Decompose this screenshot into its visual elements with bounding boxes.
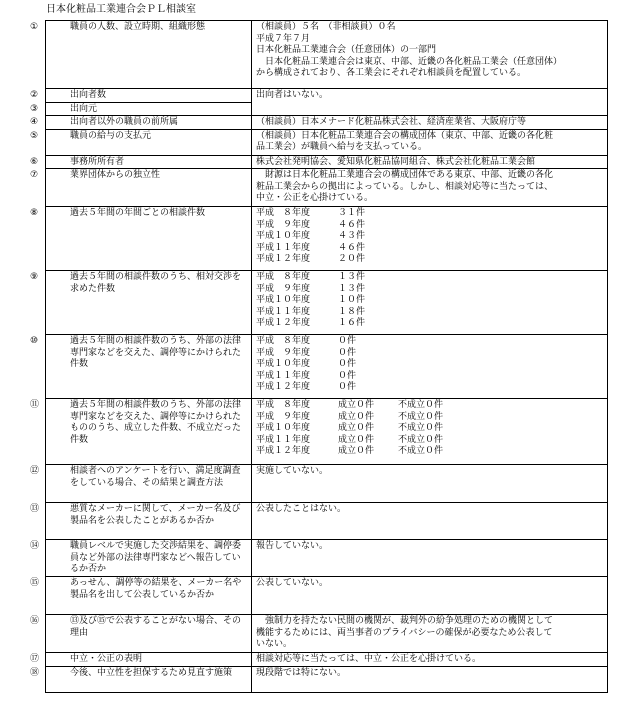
fiscal-year: 平成 ８年度 <box>256 208 311 218</box>
table-row <box>46 465 608 503</box>
item-label: 相談者へのアンケートを行い、満足度調査をしている場合、その結果と調査方法 <box>70 466 241 488</box>
item-label: ⑬及び⑮で公表することがない場合、その理由 <box>70 616 242 638</box>
fiscal-year: 平成 ８年度 <box>256 272 311 282</box>
table-row <box>46 116 608 130</box>
fiscal-year: 平成 ８年度 <box>256 336 311 346</box>
value-line: 日本化粧品工業連合会（任意団体）の一部門 <box>256 45 437 55</box>
item-cell <box>30 577 252 615</box>
fiscal-year: 平成１１年度 <box>256 434 311 445</box>
value-line: から構成されており、各工業会にそれぞれ相談員を配置している。 <box>256 68 527 78</box>
fiscal-year: 平成１１年度 <box>256 370 311 381</box>
case-count: ４６件 <box>338 242 366 253</box>
value-cell <box>252 169 608 207</box>
item-cell <box>30 102 252 116</box>
item-number: ⑥ <box>30 156 39 167</box>
case-count: １０件 <box>338 295 366 305</box>
case-count: １３件 <box>338 272 366 282</box>
case-count: ０件 <box>338 359 357 369</box>
settled-count: 成立０件 <box>338 423 375 433</box>
item-number: ② <box>30 90 39 100</box>
item-number: ⑦ <box>30 170 39 180</box>
value-cell <box>252 577 608 615</box>
value-cell <box>252 615 608 653</box>
value-line: 平成７年７月 <box>256 33 311 44</box>
fiscal-year: 平成１０年度 <box>256 231 311 241</box>
table-row <box>46 89 608 103</box>
case-count: ２０件 <box>338 254 366 264</box>
item-cell <box>30 155 252 169</box>
item-label: 過去５年間の年間ごとの相談件数 <box>70 208 206 218</box>
fiscal-year: 平成１１年度 <box>256 306 311 317</box>
value-cell <box>252 465 608 503</box>
value-cell <box>252 653 608 667</box>
table-row <box>46 540 608 577</box>
case-count: ０件 <box>338 370 357 381</box>
value-line: 中立・公正を心掛けている。 <box>256 193 374 203</box>
fiscal-year: 平成１０年度 <box>256 295 311 305</box>
item-cell <box>30 615 252 653</box>
value-line: 報告していない。 <box>256 541 329 551</box>
table-row <box>46 653 608 667</box>
table-row <box>46 615 608 653</box>
item-label: 業界団体からの独立性 <box>70 170 161 180</box>
item-label: 職員レベルで実施した交渉結果を、調停委員など外部の法律専門家などへ報告しているか否か <box>70 541 242 574</box>
value-cell <box>252 503 608 540</box>
case-count: １６件 <box>338 318 366 328</box>
value-cell <box>252 666 608 692</box>
item-number: ③ <box>30 103 39 114</box>
item-label: 事務所所有者 <box>70 156 125 167</box>
fiscal-year: 平成１２年度 <box>256 318 311 328</box>
case-count: ０件 <box>338 336 357 346</box>
value-line: （相談員）日本メナード化粧品株式会社、経済産業省、大阪府庁等 <box>256 117 527 127</box>
item-cell <box>30 399 252 465</box>
settled-count: 成立０件 <box>338 400 375 410</box>
value-line: いない。 <box>256 639 293 649</box>
settled-count: 成立０件 <box>338 411 375 422</box>
value-line: 機能するためには、両当事者のプライバシーの確保が必要なため公表して <box>256 627 553 638</box>
case-count: １３件 <box>338 283 366 294</box>
settled-count: 成立０件 <box>338 446 375 456</box>
item-label: 悪質なメーカーに関して、メーカー名及び製品名を公表したことがあるか否か <box>70 504 241 526</box>
item-label: 過去５年間の相談件数のうち、外部の法律専門家などを交えた、調停等にかけられた件数 <box>70 336 242 369</box>
fiscal-year: 平成 ８年度 <box>256 400 311 410</box>
document-title: 日本化粧品工業連合会ＰＬ相談室 <box>46 4 196 15</box>
fiscal-year: 平成 ９年度 <box>256 347 311 358</box>
item-number: ⑰ <box>30 654 40 664</box>
value-cell <box>252 540 608 577</box>
item-cell <box>30 465 252 503</box>
item-number: ⑫ <box>30 466 40 476</box>
unsettled-count: 不成立０件 <box>398 434 444 445</box>
fiscal-year: 平成１０年度 <box>256 423 311 433</box>
table-row <box>46 207 608 271</box>
fiscal-year: 平成１２年度 <box>256 382 311 392</box>
fiscal-year: 平成１２年度 <box>256 446 311 456</box>
item-label: 過去５年間の相談件数のうち、相対交渉を求めた件数 <box>70 272 242 294</box>
table-row <box>46 666 608 692</box>
table-row <box>46 129 608 155</box>
table-row <box>46 169 608 207</box>
unsettled-count: 不成立０件 <box>398 400 444 410</box>
item-number: ⑤ <box>30 130 39 141</box>
table-row <box>46 577 608 615</box>
item-cell <box>30 653 252 667</box>
case-count: ４３件 <box>338 231 366 241</box>
item-number: ⑬ <box>30 504 40 514</box>
value-line: 品工業会）が職員へ給与を支払っている。 <box>256 142 428 152</box>
value-cell <box>252 129 608 155</box>
item-cell <box>30 503 252 540</box>
fiscal-year: 平成１０年度 <box>256 359 311 369</box>
item-cell <box>30 666 252 692</box>
item-number: ⑮ <box>30 578 40 588</box>
value-line: 財源は日本化粧品工業連合会の構成団体である東京、中部、近畿の各化 <box>256 170 554 180</box>
value-line: 実施していない。 <box>256 466 329 476</box>
value-line: 現段階では特にない。 <box>256 667 347 678</box>
item-cell <box>30 21 252 89</box>
item-label: 職員の給与の支払元 <box>70 130 152 141</box>
item-number: ⑩ <box>30 336 39 346</box>
item-label: 中立・公正の表明 <box>70 654 143 664</box>
table-row <box>46 335 608 399</box>
item-cell <box>30 169 252 207</box>
value-cell <box>252 155 608 169</box>
settled-count: 成立０件 <box>338 434 375 445</box>
item-label: 出向者以外の職員の前所属 <box>70 117 179 127</box>
item-label: 今後、中立性を担保するため見直す施策 <box>70 667 233 678</box>
table-row <box>46 155 608 169</box>
item-cell <box>30 335 252 399</box>
table-row <box>46 271 608 335</box>
item-cell <box>30 271 252 335</box>
value-line: 粧品工業会からの拠出によっている。しかし、相談対応等に当たっては、 <box>256 181 554 192</box>
value-line: 日本化粧品工業連合会は東京、中部、近畿の各化粧品工業会（任意団体） <box>256 56 563 67</box>
unsettled-count: 不成立０件 <box>398 411 444 422</box>
item-label: 出向者数 <box>70 90 107 100</box>
case-count: ０件 <box>338 347 357 358</box>
fiscal-year: 平成１１年度 <box>256 242 311 253</box>
value-cell <box>252 116 608 130</box>
value-line: 株式会社発明協会、愛知県化粧品協同組合、株式会社化粧品工業会館 <box>256 156 536 167</box>
item-number: ⑯ <box>30 616 40 626</box>
value-line: 相談対応等に当たっては、中立・公正を心掛けている。 <box>256 654 482 664</box>
value-line: 出向者はいない。 <box>256 90 329 100</box>
item-label: あっせん、調停等の結果を、メーカー名や製品名を出して公表しているか否か <box>70 578 242 600</box>
item-cell <box>30 89 252 103</box>
item-cell <box>30 129 252 155</box>
value-cell <box>252 89 608 116</box>
unsettled-count: 不成立０件 <box>398 423 444 433</box>
item-number: ④ <box>30 117 39 127</box>
item-number: ⑱ <box>30 667 40 678</box>
case-count: ０件 <box>338 382 357 392</box>
value-cell <box>252 207 608 271</box>
item-cell <box>30 540 252 577</box>
value-cell <box>252 399 608 465</box>
case-count: ３１件 <box>338 208 366 218</box>
case-count: １８件 <box>338 306 366 317</box>
consultation-table <box>30 20 608 693</box>
value-line: 公表したことはない。 <box>256 504 347 514</box>
case-count: ４６件 <box>338 219 366 230</box>
value-cell <box>252 271 608 335</box>
value-line: （相談員）日本化粧品工業連合会の構成団体（東京、中部、近畿の各化粧 <box>256 130 554 141</box>
table-row <box>46 21 608 89</box>
fiscal-year: 平成１２年度 <box>256 254 311 264</box>
fiscal-year: 平成 ９年度 <box>256 219 311 230</box>
table-row <box>46 399 608 465</box>
item-number: ⑨ <box>30 272 39 282</box>
value-line: （相談員）５名 （非相談員）０名 <box>256 22 396 32</box>
item-cell <box>30 116 252 130</box>
unsettled-count: 不成立０件 <box>398 446 444 456</box>
value-line: 公表していない。 <box>256 578 329 588</box>
table-row <box>46 503 608 540</box>
fiscal-year: 平成 ９年度 <box>256 411 311 422</box>
item-number: ⑭ <box>30 541 40 551</box>
value-line: 強制力を持たない民間の機関が、裁判外の紛争処理のための機関として <box>256 616 554 626</box>
item-label: 過去５年間の相談件数のうち、外部の法律専門家などを交えた、調停等にかけられたもののうち、成立した件数、不成立だった件数 <box>70 400 242 445</box>
fiscal-year: 平成 ９年度 <box>256 283 311 294</box>
item-cell <box>30 207 252 271</box>
item-number: ⑪ <box>30 400 40 410</box>
item-label: 職員の人数、設立時期、組織形態 <box>70 22 206 32</box>
item-label: 出向元 <box>70 103 98 114</box>
item-number: ① <box>30 22 39 32</box>
value-cell <box>252 335 608 399</box>
item-number: ⑧ <box>30 208 39 218</box>
value-cell <box>252 21 608 89</box>
